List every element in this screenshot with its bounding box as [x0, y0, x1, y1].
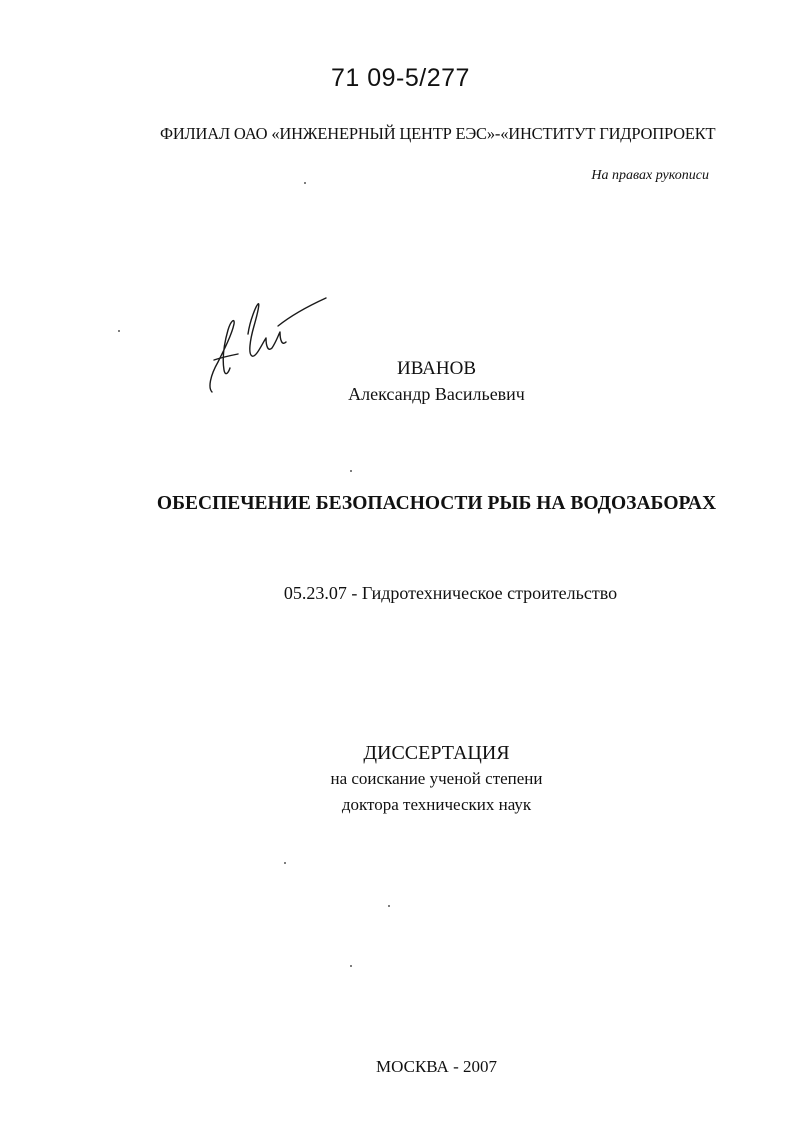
author-full-name: Александр Васильевич: [348, 384, 525, 404]
scan-speck: [388, 905, 390, 907]
scan-speck: [118, 330, 120, 332]
city-year: МОСКВА - 2007: [376, 1057, 497, 1076]
author-surname: ИВАНОВ: [396, 358, 477, 379]
scan-speck: [350, 965, 352, 967]
scan-speck: [304, 182, 306, 184]
author-signature: [204, 296, 330, 398]
scan-speck: [284, 862, 286, 864]
manuscript-rights-note: На правах рукописи: [591, 168, 709, 183]
thesis-title: ОБЕСПЕЧЕНИЕ БЕЗОПАСНОСТИ РЫБ НА ВОДОЗАБОРАХ: [156, 493, 717, 514]
catalog-number: 71 09-5/277: [331, 64, 470, 92]
scan-speck: [350, 470, 352, 472]
degree-line-2: доктора технических наук: [341, 795, 532, 814]
specialty-code: 05.23.07 - Гидротехническое строительство: [283, 583, 618, 603]
institution-name: ФИЛИАЛ ОАО «ИНЖЕНЕРНЫЙ ЦЕНТР ЕЭС»-«ИНСТИТУТ ГИДРОПРОЕКТ: [160, 124, 716, 143]
degree-line-1: на соискание ученой степени: [330, 769, 543, 788]
document-type: ДИССЕРТАЦИЯ: [363, 742, 510, 764]
